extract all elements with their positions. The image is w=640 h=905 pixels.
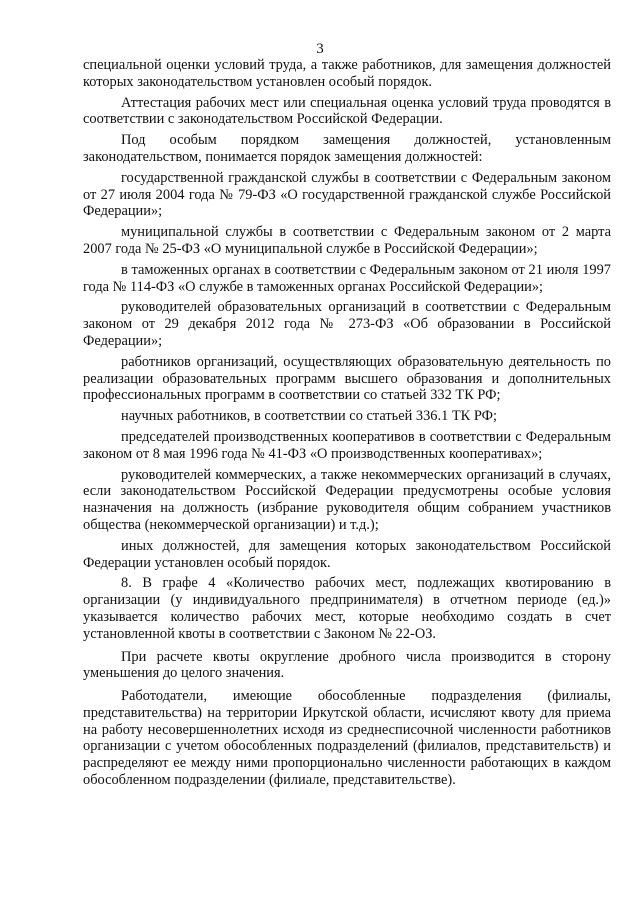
paragraph-continuation: специальной оценки условий труда, а также работников, для замещения должностей которых законодательством установлен особый порядок. bbox=[83, 57, 611, 90]
paragraph-rounding: При расчете квоты округление дробного числа производится в сторону уменьшения до целого значения. bbox=[83, 648, 611, 682]
list-item-education-heads: руководителей образовательных организаций в соответствии с Федеральным законом от 29 декабря 2012 года № 273-ФЗ «Об образовании в Российской Федерации»; bbox=[83, 299, 611, 349]
paragraph-attestation: Аттестация рабочих мест или специальная оценка условий труда проводятся в соответствии с законодательством Российской Федерации. bbox=[83, 94, 611, 128]
list-item-commercial-heads: руководителей коммерческих, а также некоммерческих организаций в случаях, если законодательством Российской Федерации предусмотрены особые условия назначения на должность (избрание руководителя общим собранием участников общества (некоммерческой организации) и т.д.); bbox=[83, 466, 611, 533]
list-item-other-positions: иных должностей, для замещения которых законодательством Российской Федерации установлен особый порядок. bbox=[83, 537, 611, 571]
document-body bbox=[83, 57, 611, 793]
list-item-scientists: научных работников, в соответствии со статьей 336.1 ТК РФ; bbox=[121, 408, 497, 425]
page-number: 3 bbox=[316, 41, 324, 57]
list-item-education-workers: работников организаций, осуществляющих образовательную деятельность по реализации образовательных программ высшего образования и дополнительных профессиональных программ в соответствии со статьей 332 ТК РФ; bbox=[83, 353, 611, 404]
list-item-cooperatives: председателей производственных кооперативов в соответствии с Федеральным законом от 8 мая 1996 года № 41-ФЗ «О производственных кооперативах»; bbox=[83, 428, 611, 462]
list-item-civil-service: государственной гражданской службы в соответствии с Федеральным законом от 27 июля 2004 года № 79-ФЗ «О государственной гражданской службе Российской Федерации»; bbox=[83, 169, 611, 220]
list-item-customs: в таможенных органах в соответствии с Федеральным законом от 21 июля 1997 года № 114-ФЗ «О службе в таможенных органах Российской Федерации»; bbox=[83, 261, 611, 295]
paragraph-special-order: Под особым порядком замещения должностей, установленным законодательством, понимается порядок замещения должностей: bbox=[83, 132, 611, 165]
paragraph-branches: Работодатели, имеющие обособленные подразделения (филиалы, представительства) на территории Иркутской области, исчисляют квоту для приема на работу несовершеннолетних исходя из среднесписочной численности работников организации с учетом обособленных подразделений (филиалов, представительств) и распределяют ее между ними пропорционально численности работающих в каждом обособленном подразделении (филиале, представительстве). bbox=[83, 688, 611, 789]
paragraph-column-4: 8. В графе 4 «Количество рабочих мест, подлежащих квотированию в организации (у индивидуального предпринимателя) в отчетном периоде (ед.)» указывается количество рабочих мест, которые необходимо создать в счет установленной квоты в соответствии с Законом № 22-ОЗ. bbox=[83, 575, 611, 642]
list-item-municipal-service: муниципальной службы в соответствии с Федеральным законом от 2 марта 2007 года № 25-ФЗ «О муниципальной службе в Российской Федерации»; bbox=[83, 224, 611, 257]
